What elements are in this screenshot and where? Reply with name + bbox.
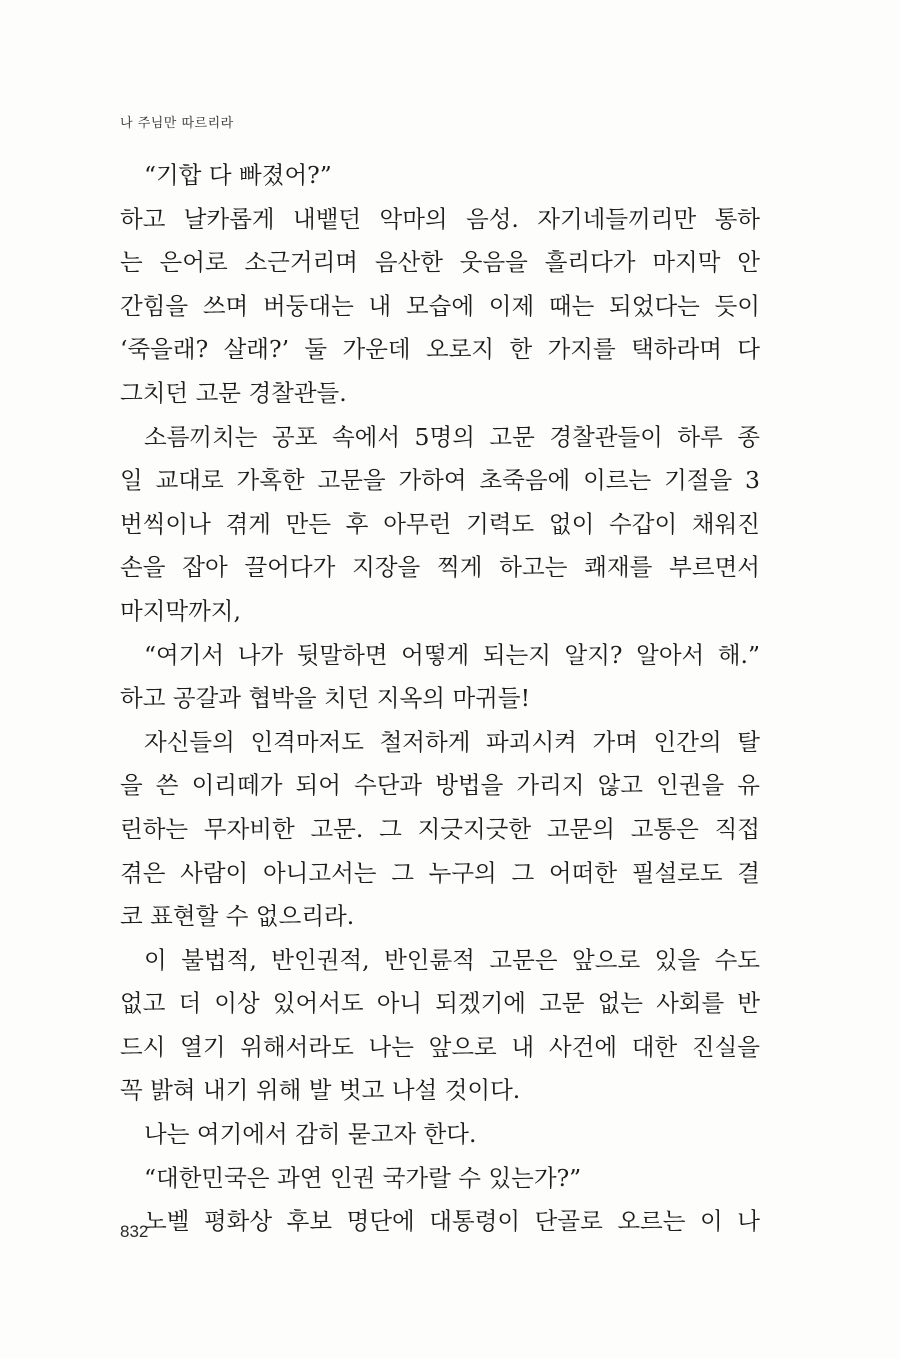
text-line: 손을 잡아 끌어다가 지장을 찍게 하고는 쾌재를 부르면서 bbox=[120, 553, 760, 582]
text-line: “기합 다 빠졌어?” bbox=[144, 161, 332, 189]
text-line: 나는 여기에서 감히 묻고자 한다. bbox=[144, 1120, 477, 1149]
text-line: 일 교대로 가혹한 고문을 가하여 초죽음에 이르는 기절을 3 bbox=[120, 466, 760, 495]
text-line: 간힘을 쓰며 버둥대는 내 모습에 이제 때는 되었다는 듯이 bbox=[120, 291, 760, 320]
text-line: 을 쓴 이리떼가 되어 수단과 방법을 가리지 않고 인권을 유 bbox=[120, 771, 760, 800]
text-line: 없고 더 이상 있어서도 아니 되겠기에 고문 없는 사회를 반 bbox=[120, 989, 760, 1018]
text-line: 자신들의 인격마저도 철저하게 파괴시켜 가며 인간의 탈 bbox=[144, 727, 760, 756]
text-line: 번씩이나 겪게 만든 후 아무런 기력도 없이 수갑이 채워진 bbox=[120, 509, 760, 538]
text-line: 소름끼치는 공포 속에서 5명의 고문 경찰관들이 하루 종 bbox=[144, 422, 760, 451]
text-line: 그치던 고문 경찰관들. bbox=[120, 378, 347, 407]
page-number: 832 bbox=[120, 1222, 149, 1241]
body-text bbox=[120, 154, 760, 1244]
text-line: 꼭 밝혀 내기 위해 발 벗고 나설 것이다. bbox=[120, 1076, 521, 1105]
text-line: ‘죽을래? 살래?’ 둘 가운데 오로지 한 가지를 택하라며 다 bbox=[120, 335, 760, 364]
text-line: 하고 공갈과 협박을 치던 지옥의 마귀들! bbox=[120, 684, 531, 713]
text-line: 이 불법적, 반인권적, 반인륜적 고문은 앞으로 있을 수도 bbox=[144, 945, 760, 974]
text-line: 겪은 사람이 아니고서는 그 누구의 그 어떠한 필설로도 결 bbox=[120, 858, 760, 887]
text-line: 하고 날카롭게 내뱉던 악마의 음성. 자기네들끼리만 통하 bbox=[120, 204, 760, 233]
text-line: “대한민국은 과연 인권 국가랄 수 있는가?” bbox=[144, 1163, 582, 1192]
text-line: “여기서 나가 뒷말하면 어떻게 되는지 알지? 알아서 해.” bbox=[144, 640, 760, 669]
text-line: 코 표현할 수 없으리라. bbox=[120, 902, 355, 931]
text-line: 마지막까지, bbox=[120, 596, 241, 625]
text-line: 노벨 평화상 후보 명단에 대통령이 단골로 오르는 이 나 bbox=[144, 1207, 760, 1236]
text-line: 는 은어로 소근거리며 음산한 웃음을 흘리다가 마지막 안 bbox=[120, 248, 760, 277]
text-line: 드시 열기 위해서라도 나는 앞으로 내 사건에 대한 진실을 bbox=[120, 1032, 760, 1061]
text-line: 린하는 무자비한 고문. 그 지긋지긋한 고문의 고통은 직접 bbox=[120, 814, 760, 843]
running-head: 나 주님만 따르리라 bbox=[120, 116, 234, 131]
